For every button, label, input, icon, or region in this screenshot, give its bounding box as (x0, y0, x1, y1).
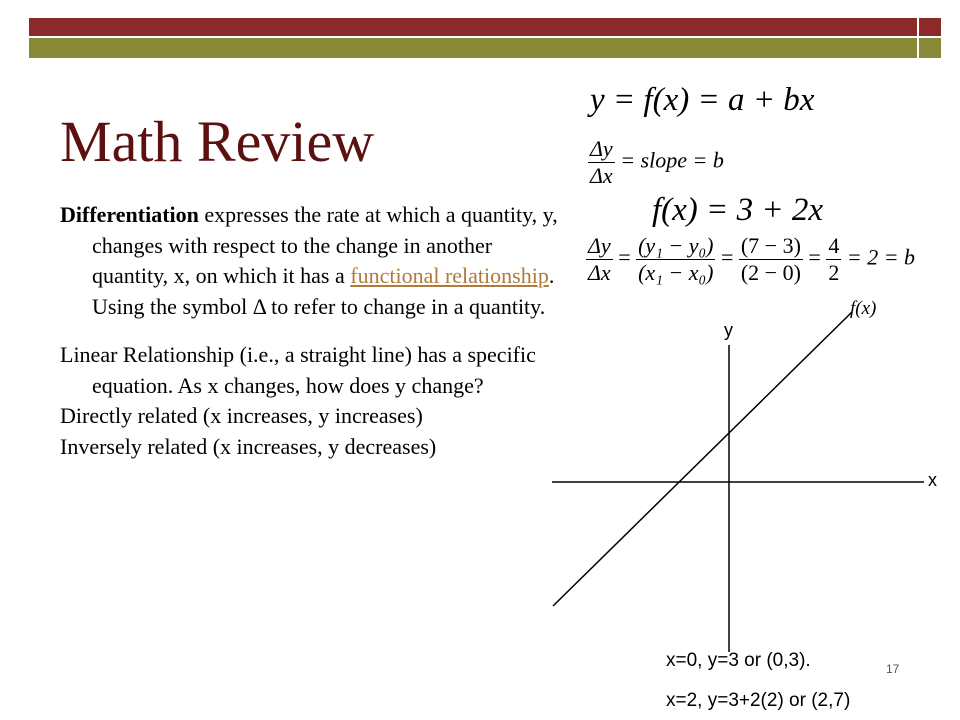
x-axis-label: x (928, 470, 937, 490)
equation-slope-calc: $\frac{\Delta y}{\Delta x}$ = $\frac{\text{(y₁ − y₀)}}{\text{(x₁ − x₀)}}$ = $\frac{(7 - 3)}{(2 - 0)}$ = $\frac{4}{2}$ = 2 = b (588, 233, 916, 285)
denominator: Δx (588, 260, 611, 285)
function-line-label: f(x) (850, 298, 877, 319)
numerator: (7 − 3) (740, 233, 801, 258)
note-point-2: x=2, y=3+2(2) or (2,7) (666, 690, 851, 711)
numerator: Δy (588, 233, 611, 258)
slide-title: Math Review (60, 109, 375, 174)
denominator: (2 − 0) (740, 260, 801, 285)
paragraph-inverse: Inversely related (x increases, y decreases) (60, 433, 437, 459)
numerator: 4 (828, 233, 840, 258)
slide-number: 17 (886, 662, 900, 676)
y-axis-label: y (724, 320, 733, 340)
slope-result: = 2 = b (846, 244, 916, 270)
numerator: (y₁ − y₀) (638, 233, 714, 258)
functional-relationship-link[interactable]: functional relationship (350, 263, 549, 288)
paragraph-direct: Directly related (x increases, y increases) (60, 403, 423, 428)
paragraph-linear: Linear Relationship (i.e., a straight line) has a specific equation. As x changes, how does y change? (60, 342, 536, 398)
equation-example: f(x) = 3 + 2x (652, 192, 823, 228)
denominator: 2 (828, 260, 840, 285)
function-line (553, 312, 852, 606)
denominator: (x₁ − x₀) (638, 260, 714, 285)
paragraph-text: expresses the rate at which a quantity, y, changes with respect to the change in another quantity, x, on which it has a (92, 202, 558, 288)
term-differentiation: Differentiation (60, 202, 199, 227)
paragraph-tail: . Using the symbol Δ to refer to change in a quantity. (92, 263, 555, 319)
numerator: Δy (590, 136, 613, 161)
slope-rhs: = slope = b (620, 147, 724, 173)
denominator: Δx (590, 163, 613, 188)
equation-linear-form: y = f(x) = a + bx (590, 82, 815, 118)
note-point-1: x=0, y=3 or (0,3). (666, 650, 811, 671)
